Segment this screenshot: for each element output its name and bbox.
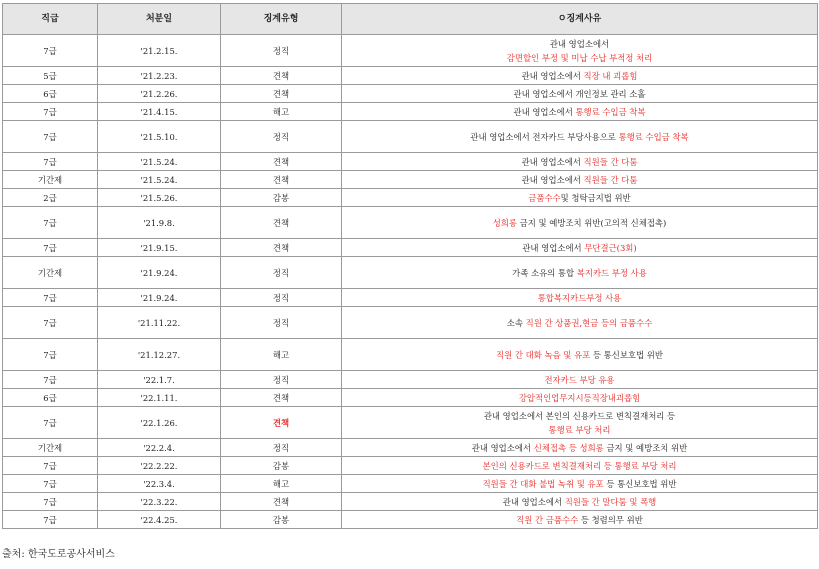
reason-line <box>345 423 814 437</box>
cell-type: 해고 <box>221 475 342 493</box>
reason-text: 및 청탁금지법 위반 <box>560 192 631 203</box>
cell-date: '21.9.24. <box>98 257 221 289</box>
cell-grade: 6급 <box>3 85 98 103</box>
cell-grade: 기간제 <box>3 257 98 289</box>
cell-type: 정직 <box>221 35 342 67</box>
reason-highlight: 직원들 간 다툼 <box>583 156 638 167</box>
reason-text: 관내 영업소에서 전자카드 부당사용으로 <box>470 131 619 142</box>
cell-grade: 7급 <box>3 493 98 511</box>
reason-highlight: 본인의 신용카드로 변칙결재처리 등 통행료 부당 처리 <box>482 460 677 471</box>
cell-grade: 7급 <box>3 339 98 371</box>
reason-text: 관내 영업소에서 <box>549 38 610 49</box>
cell-reason <box>342 511 818 529</box>
cell-date: '22.1.26. <box>98 407 221 439</box>
cell-grade: 2급 <box>3 189 98 207</box>
reason-text: 등 청렴의무 위반 <box>578 514 643 525</box>
cell-grade: 기간제 <box>3 171 98 189</box>
cell-reason <box>342 289 818 307</box>
reason-text: 관내 영업소에서 본인의 신용카드로 변칙결재처리 등 <box>483 410 676 421</box>
source-note: 출처: 한국도로공사서비스 <box>2 549 115 560</box>
reason-line <box>345 37 814 51</box>
cell-grade: 7급 <box>3 371 98 389</box>
reason-highlight: 직원들 간 대화 불법 녹취 및 유포 <box>482 478 604 489</box>
cell-type: 정직 <box>221 121 342 153</box>
cell-type: 정직 <box>221 257 342 289</box>
table-row <box>3 153 818 171</box>
reason-text: 관내 영업소에서 <box>521 70 584 81</box>
reason-highlight: 통합복지카드부정 사용 <box>537 292 622 303</box>
cell-grade: 7급 <box>3 153 98 171</box>
reason-line <box>345 130 814 144</box>
table-row <box>3 207 818 239</box>
cell-date: '21.2.15. <box>98 35 221 67</box>
cell-type: 견책 <box>221 239 342 257</box>
reason-highlight: 신체접촉 등 성희롱 <box>533 442 604 453</box>
cell-date: '21.5.10. <box>98 121 221 153</box>
table-row <box>3 171 818 189</box>
reason-line <box>345 316 814 330</box>
cell-date: '21.12.27. <box>98 339 221 371</box>
cell-grade: 기간제 <box>3 439 98 457</box>
header-grade: 직급 <box>3 4 98 35</box>
reason-highlight: 감면할인 부정 및 미납 수납 부적정 처리 <box>506 52 653 63</box>
table-row <box>3 289 818 307</box>
header-type: 징계유형 <box>221 4 342 35</box>
reason-text: 소속 <box>506 317 526 328</box>
cell-reason <box>342 339 818 371</box>
table-row <box>3 67 818 85</box>
cell-date: '22.3.22. <box>98 493 221 511</box>
table-row <box>3 121 818 153</box>
reason-text: 금지 및 예방조치 위반(고의적 신체접촉) <box>516 217 667 228</box>
cell-reason <box>342 493 818 511</box>
cell-reason <box>342 103 818 121</box>
cell-type: 감봉 <box>221 457 342 475</box>
cell-date: '21.5.24. <box>98 153 221 171</box>
cell-grade: 5급 <box>3 67 98 85</box>
table-row <box>3 85 818 103</box>
reason-line <box>345 459 814 473</box>
reason-line <box>345 241 814 255</box>
reason-line <box>345 173 814 187</box>
cell-type: 해고 <box>221 339 342 371</box>
cell-date: '22.4.25. <box>98 511 221 529</box>
cell-reason <box>342 35 818 67</box>
reason-highlight: 직원들 간 말다툼 및 폭행 <box>564 496 657 507</box>
reason-highlight: 금품수수 <box>528 192 561 203</box>
table-row <box>3 511 818 529</box>
table-row <box>3 389 818 407</box>
reason-highlight: 직원들 간 다툼 <box>583 174 638 185</box>
cell-date: '21.4.15. <box>98 103 221 121</box>
cell-date: '21.2.26. <box>98 85 221 103</box>
cell-type: 정직 <box>221 307 342 339</box>
table-row <box>3 307 818 339</box>
cell-reason <box>342 67 818 85</box>
reason-highlight: 직원 간 대화 녹음 및 유포 <box>496 349 591 360</box>
cell-reason <box>342 153 818 171</box>
table-row <box>3 493 818 511</box>
cell-date: '22.2.22. <box>98 457 221 475</box>
reason-text: 관내 영업소에서 <box>522 242 585 253</box>
table-row <box>3 257 818 289</box>
cell-date: '21.9.24. <box>98 289 221 307</box>
cell-reason <box>342 207 818 239</box>
cell-type: 해고 <box>221 103 342 121</box>
reason-line <box>345 105 814 119</box>
reason-text: 관내 영업소에서 <box>521 156 584 167</box>
cell-type: 견책 <box>221 207 342 239</box>
cell-reason <box>342 475 818 493</box>
cell-reason <box>342 439 818 457</box>
cell-date: '21.9.8. <box>98 207 221 239</box>
reason-highlight: 무단결근(3회) <box>584 242 637 253</box>
cell-date: '21.5.26. <box>98 189 221 207</box>
reason-line <box>345 477 814 491</box>
reason-line <box>345 373 814 387</box>
table-row <box>3 239 818 257</box>
cell-grade: 7급 <box>3 289 98 307</box>
table-row <box>3 407 818 439</box>
cell-grade: 6급 <box>3 389 98 407</box>
cell-reason <box>342 407 818 439</box>
cell-type: 견책 <box>221 493 342 511</box>
cell-reason <box>342 307 818 339</box>
reason-line <box>345 291 814 305</box>
reason-highlight: 복지카드 부정 사용 <box>576 267 647 278</box>
reason-line <box>345 69 814 83</box>
reason-highlight: 전자카드 부당 유용 <box>544 374 615 385</box>
cell-reason <box>342 257 818 289</box>
reason-highlight: 직원 간 상품권,현금 등의 금품수수 <box>525 317 653 328</box>
cell-reason <box>342 171 818 189</box>
cell-grade: 7급 <box>3 207 98 239</box>
reason-text: 관내 영업소에서 <box>471 442 534 453</box>
cell-date: '22.1.7. <box>98 371 221 389</box>
cell-date: '21.2.23. <box>98 67 221 85</box>
reason-line <box>345 391 814 405</box>
reason-text: 관내 영업소에서 <box>521 174 584 185</box>
reason-highlight: 직원 간 금품수수 <box>516 514 579 525</box>
reason-text: 관내 영업소에서 <box>502 496 565 507</box>
reason-line <box>345 495 814 509</box>
cell-reason <box>342 189 818 207</box>
cell-type: 감봉 <box>221 189 342 207</box>
reason-highlight: 직장 내 괴롭힘 <box>583 70 638 81</box>
table-row <box>3 371 818 389</box>
header-reason: ㅇ징계사유 <box>342 4 818 35</box>
cell-type: 감봉 <box>221 511 342 529</box>
table-row <box>3 339 818 371</box>
cell-grade: 7급 <box>3 511 98 529</box>
cell-type: 견책 <box>221 389 342 407</box>
cell-type: 정직 <box>221 371 342 389</box>
table-row <box>3 35 818 67</box>
reason-line <box>345 87 814 101</box>
cell-reason <box>342 239 818 257</box>
reason-line <box>345 51 814 65</box>
cell-grade: 7급 <box>3 307 98 339</box>
reason-line <box>345 191 814 205</box>
table-header-row <box>3 4 818 35</box>
cell-grade: 7급 <box>3 407 98 439</box>
table-row <box>3 439 818 457</box>
cell-grade: 7급 <box>3 475 98 493</box>
cell-reason <box>342 121 818 153</box>
reason-text: 관내 영업소에서 <box>513 106 576 117</box>
cell-grade: 7급 <box>3 121 98 153</box>
reason-highlight: 통행료 부당 처리 <box>548 424 611 435</box>
cell-reason <box>342 389 818 407</box>
cell-type: 견책 <box>221 67 342 85</box>
cell-date: '21.9.15. <box>98 239 221 257</box>
cell-date: '22.2.4. <box>98 439 221 457</box>
table-row <box>3 189 818 207</box>
cell-date: '22.1.11. <box>98 389 221 407</box>
reason-line <box>345 266 814 280</box>
cell-date: '21.11.22. <box>98 307 221 339</box>
cell-type: 견책 <box>221 85 342 103</box>
reason-highlight: 통행료 수입금 착복 <box>618 131 689 142</box>
reason-text: 등 통신보호법 위반 <box>590 349 663 360</box>
cell-type: 정직 <box>221 439 342 457</box>
cell-reason <box>342 371 818 389</box>
cell-type: 견책 <box>221 407 342 439</box>
header-date: 처분일 <box>98 4 221 35</box>
disciplinary-table <box>2 3 818 529</box>
reason-text: 금지 및 예방조치 위반 <box>603 442 688 453</box>
table-row <box>3 475 818 493</box>
cell-reason <box>342 457 818 475</box>
reason-text: 가족 소유의 통합 <box>512 267 577 278</box>
reason-line <box>345 348 814 362</box>
reason-text: 관내 영업소에서 개인정보 관리 소홀 <box>513 88 646 99</box>
reason-line <box>345 513 814 527</box>
reason-line <box>345 441 814 455</box>
cell-grade: 7급 <box>3 457 98 475</box>
table-row <box>3 103 818 121</box>
table-body <box>3 35 818 529</box>
cell-date: '22.3.4. <box>98 475 221 493</box>
cell-date: '21.5.24. <box>98 171 221 189</box>
reason-line <box>345 409 814 423</box>
reason-highlight: 성희롱 <box>492 217 517 228</box>
cell-grade: 7급 <box>3 103 98 121</box>
reason-text: 등 통신보호법 위반 <box>603 478 677 489</box>
cell-type: 견책 <box>221 153 342 171</box>
reason-highlight: 강압적인업무지시등직장내괴롭힘 <box>518 392 641 403</box>
reason-highlight: 통행료 수입금 착복 <box>575 106 646 117</box>
cell-grade: 7급 <box>3 239 98 257</box>
table-row <box>3 457 818 475</box>
reason-line <box>345 216 814 230</box>
cell-type: 견책 <box>221 171 342 189</box>
cell-reason <box>342 85 818 103</box>
cell-type: 정직 <box>221 289 342 307</box>
reason-line <box>345 155 814 169</box>
cell-grade: 7급 <box>3 35 98 67</box>
